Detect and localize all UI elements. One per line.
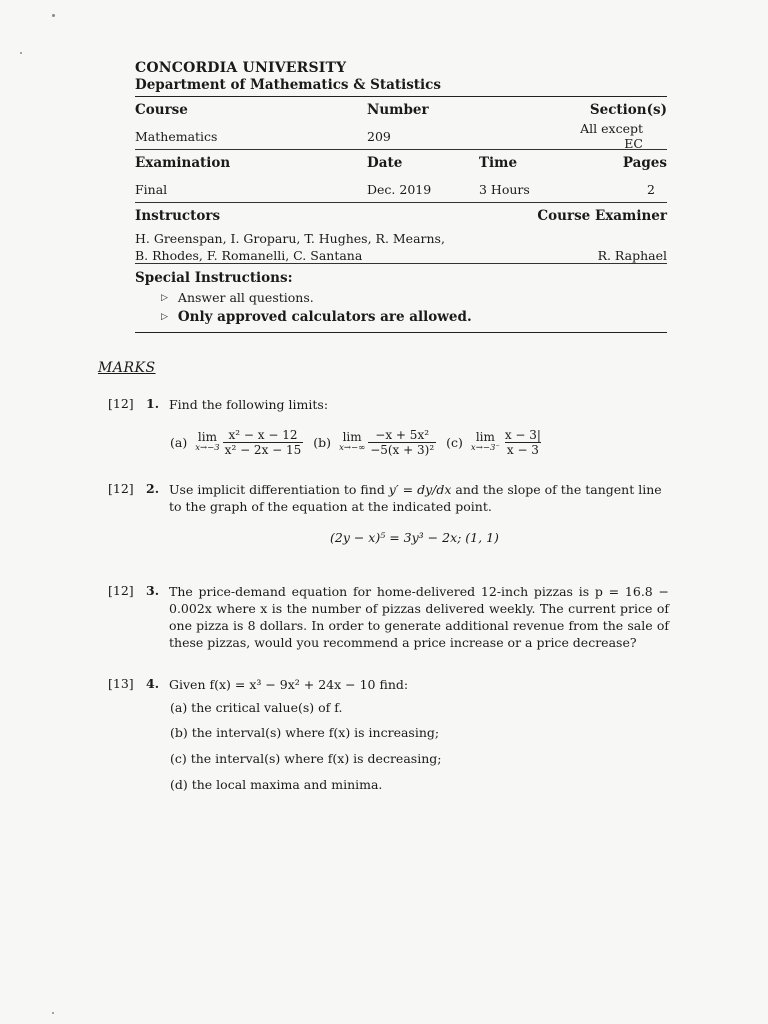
limit-part-label: (a) (170, 435, 188, 450)
limits-row (170, 428, 543, 457)
question-marks: [12] (108, 583, 134, 598)
limit-operator (195, 429, 220, 454)
course-value: Mathematics (135, 128, 218, 144)
time-header: Time (479, 155, 518, 171)
scan-speck (52, 14, 55, 17)
instructors-line-2-row (135, 248, 667, 263)
table-rule (135, 263, 667, 264)
question-part: (c) the interval(s) where f(x) is decreasing; (170, 751, 442, 766)
question-part: (b) the interval(s) where f(x) is increasing; (170, 725, 440, 740)
sections-value: All except EC (580, 121, 643, 151)
instructors-line-2: B. Rhodes, F. Romanelli, C. Santana (135, 248, 363, 263)
instruction-item (161, 290, 667, 305)
limit-fraction (223, 428, 304, 457)
course-examiner-header: Course Examiner (537, 208, 667, 224)
examination-value: Final (135, 181, 168, 197)
question-text-part: and the slope of the tangent line to the graph of the equation at the indicated point. (169, 482, 662, 514)
question-text: The price-demand equation for home-delivered 12-inch pizzas is p = 16.8 − 0.002x where x is the number of pizzas delivered weekly. The current price of one pizza is 8 dollars. In order to generate additional revenue from the sale of these pizzas, would you recommend a price increase or a price decrease? (169, 584, 669, 650)
exam-value-row (135, 176, 667, 202)
question-equation: (2y − x)⁵ = 3y³ − 2x; (1, 1) (330, 530, 499, 545)
lim-word: lim (197, 429, 217, 444)
question-text: Find the following limits: (169, 397, 329, 412)
course-value-row (135, 123, 667, 149)
course-examiner-value: R. Raphael (597, 248, 667, 263)
triangle-bullet-icon: ▷ (161, 292, 168, 303)
marks-label: MARKS (98, 360, 156, 376)
question-text-part: Use implicit differentiation to find (169, 482, 389, 497)
question-number: 4. (146, 676, 160, 691)
lim-word: lim (475, 429, 495, 444)
lim-word: lim (342, 429, 362, 444)
derivative-notation: y′ = dy/dx (388, 482, 452, 497)
scan-speck (20, 52, 22, 54)
lim-subscript: x→−3 (195, 442, 220, 453)
limit-fraction (503, 428, 543, 457)
date-header: Date (367, 155, 403, 171)
course-header-row (135, 97, 667, 123)
question-text (169, 481, 669, 515)
fraction-denominator: x² − 2x − 15 (224, 443, 302, 457)
time-value: 3 Hours (479, 181, 530, 197)
pages-value: 2 (647, 181, 655, 197)
exam-header (135, 60, 667, 333)
department-name: Department of Mathematics & Statistics (135, 77, 441, 93)
special-instructions-title: Special Instructions: (135, 270, 293, 286)
triangle-bullet-icon: ▷ (161, 312, 168, 322)
instruction-item (161, 309, 667, 325)
limit-operator (470, 429, 500, 454)
limit-fraction (368, 428, 436, 457)
limit-operator (339, 429, 366, 454)
question-number: 3. (146, 583, 160, 598)
examination-header: Examination (135, 155, 231, 171)
question-part: (d) the local maxima and minima. (170, 777, 383, 792)
number-header: Number (367, 102, 429, 118)
instructors-line-1: H. Greenspan, I. Groparu, T. Hughes, R. Mearns, (135, 231, 445, 246)
header-bottom-rule (135, 332, 667, 333)
sections-header: Section(s) (589, 102, 667, 118)
scan-speck (52, 1012, 54, 1014)
limit-part-label: (c) (446, 435, 463, 450)
exam-header-row (135, 150, 667, 176)
fraction-denominator: x − 3 (506, 443, 539, 457)
question-marks: [12] (108, 396, 134, 411)
question-number: 1. (146, 396, 160, 411)
fraction-denominator: −5(x + 3)² (370, 443, 435, 457)
university-name: CONCORDIA UNIVERSITY (135, 60, 347, 76)
instruction-text: Answer all questions. (177, 290, 314, 305)
fraction-numerator: −x + 5x² (375, 428, 430, 442)
question-number: 2. (146, 481, 160, 496)
question-marks: [12] (108, 481, 134, 496)
limit-part-label: (b) (313, 435, 332, 450)
pages-header: Pages (622, 155, 667, 171)
fraction-numerator: x² − x − 12 (228, 428, 298, 442)
question-part: (a) the critical value(s) of f. (170, 700, 343, 715)
fraction-numerator: x − 3| (504, 428, 541, 442)
instruction-text: Only approved calculators are allowed. (177, 309, 472, 325)
question-text: Given f(x) = x³ − 9x² + 24x − 10 find: (169, 677, 409, 692)
question-marks: [13] (108, 676, 134, 691)
lim-subscript: x→−∞ (339, 442, 366, 453)
instructors-header-row (135, 203, 667, 229)
course-header: Course (135, 102, 188, 118)
instructors-header: Instructors (135, 208, 221, 224)
lim-subscript: x→−3⁻ (470, 442, 500, 453)
date-value: Dec. 2019 (367, 181, 432, 197)
number-value: 209 (367, 128, 391, 144)
